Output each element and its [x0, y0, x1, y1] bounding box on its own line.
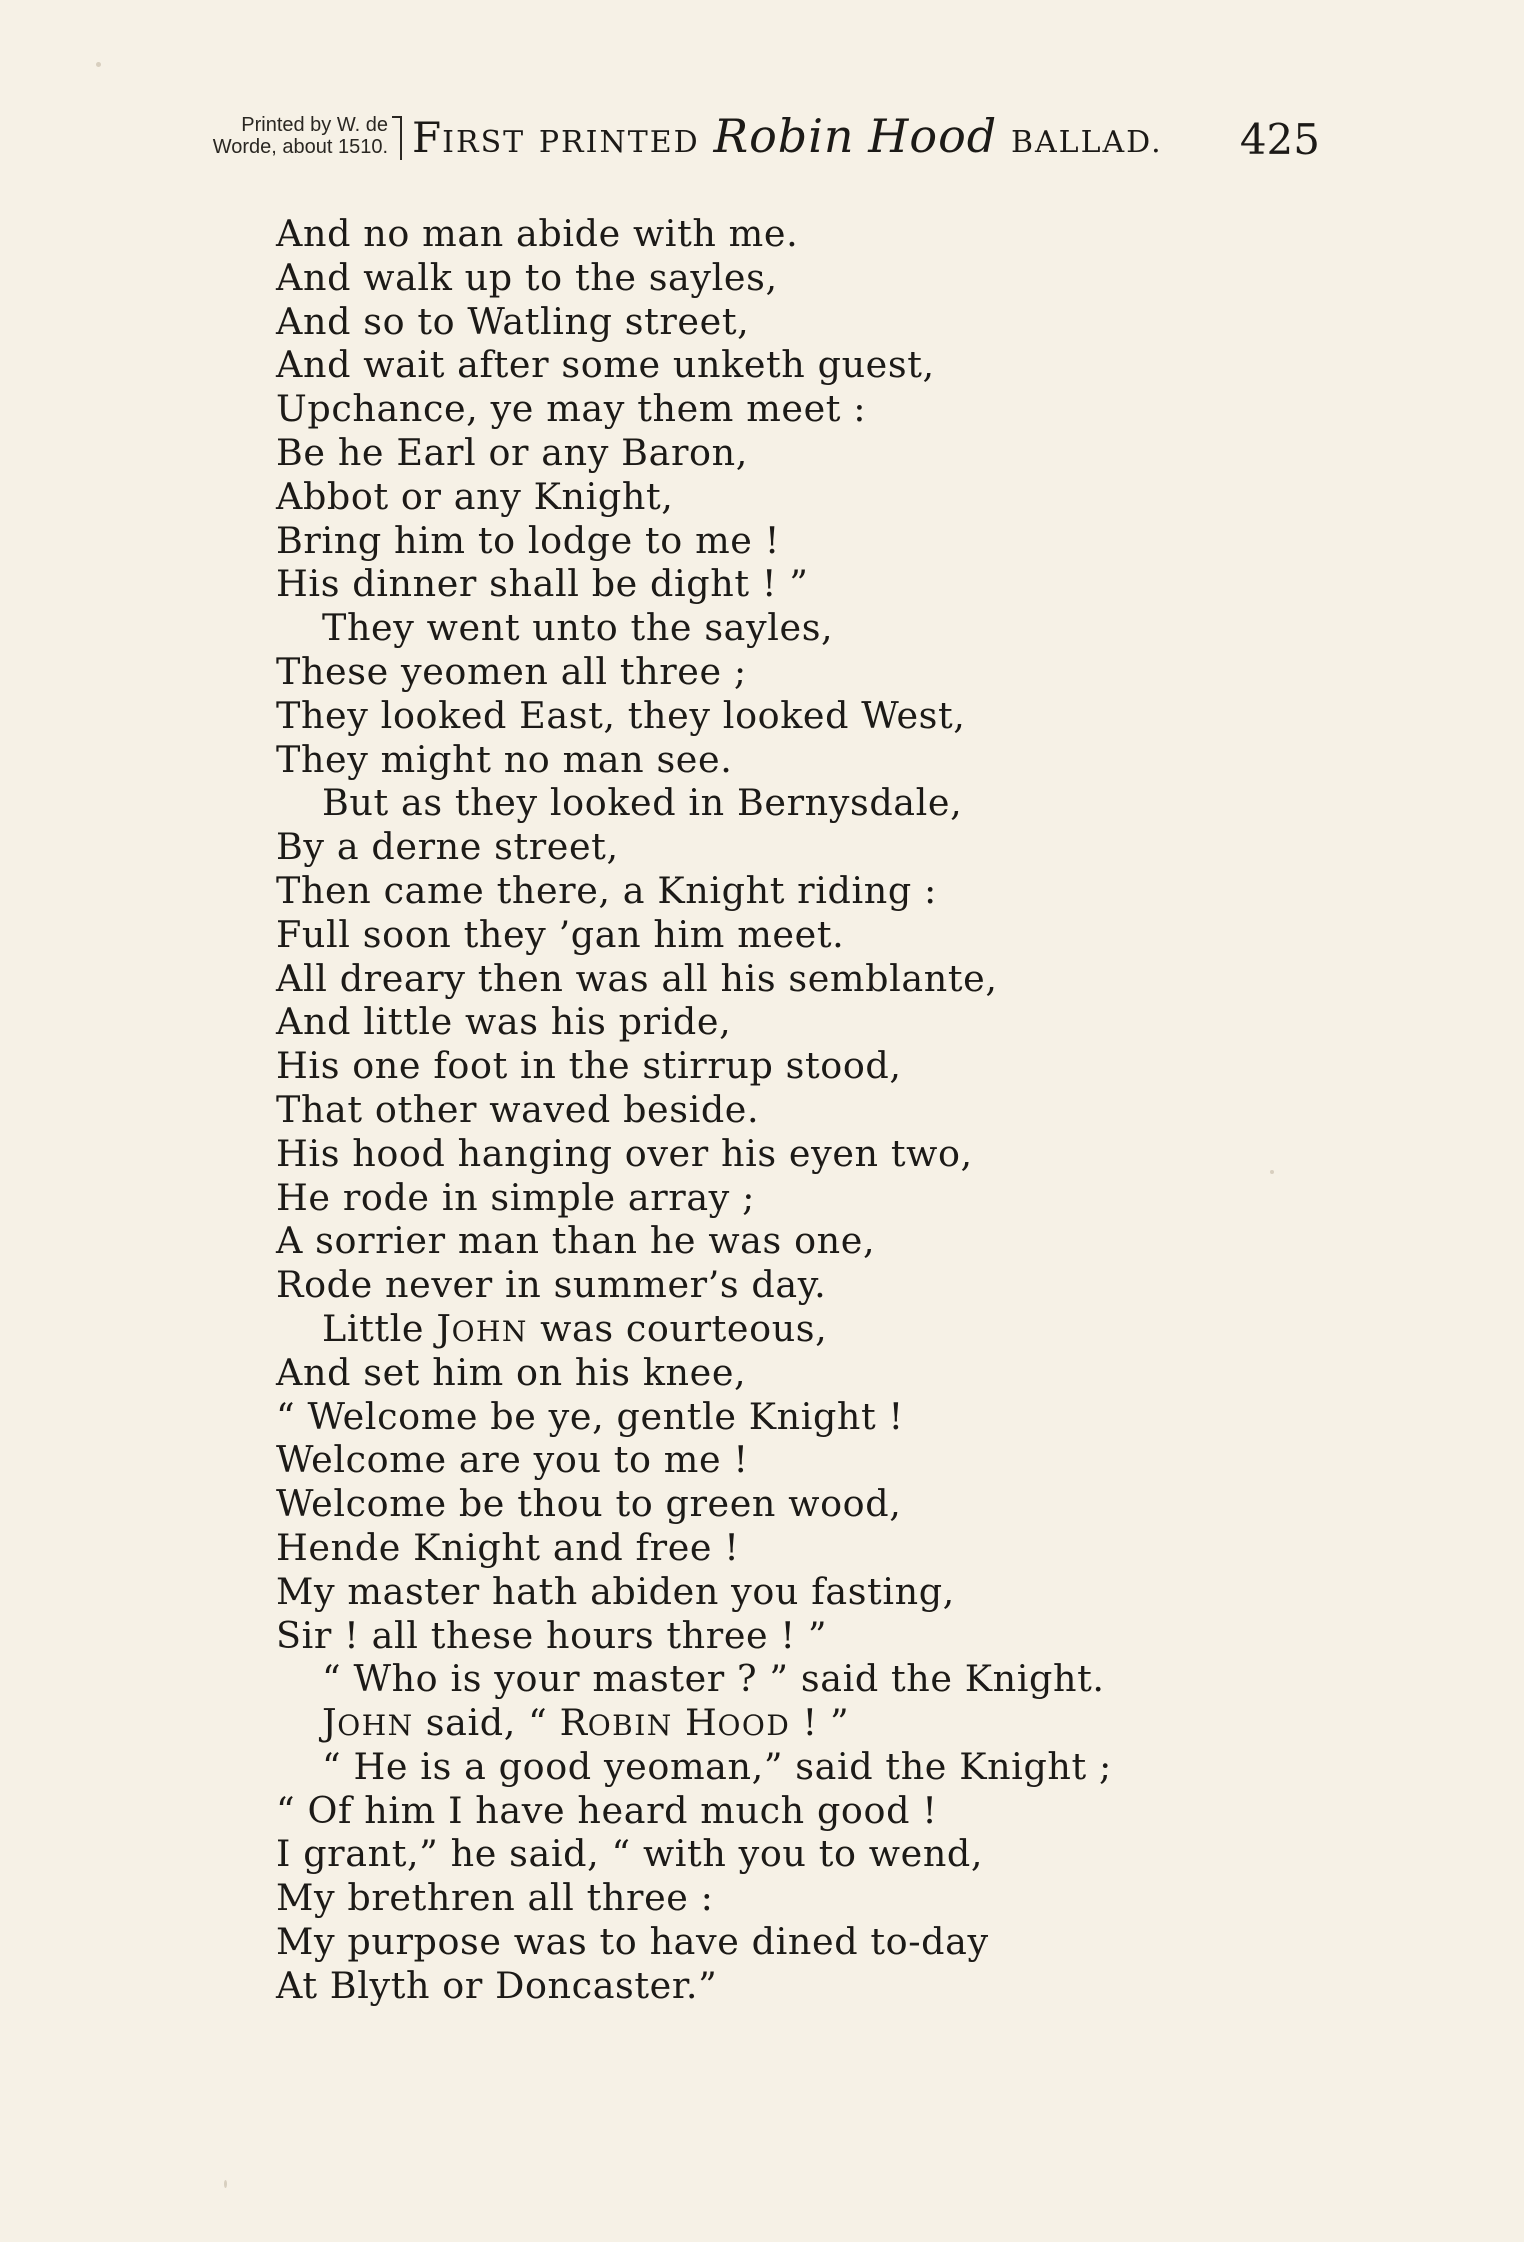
verse-fragment: Little J: [322, 1306, 452, 1350]
verse-line: Abbot or any Knight,: [276, 474, 674, 518]
verse-line: Welcome be thou to green wood,: [276, 1482, 902, 1526]
verse-line: Rode never in summer’s day.: [276, 1263, 827, 1307]
verse-line: That other waved beside.: [276, 1087, 760, 1131]
verse-line: And walk up to the sayles,: [276, 255, 778, 299]
title-hood: Hood: [868, 109, 998, 163]
verse-fragment: said, “ R: [413, 1701, 588, 1745]
verse-line: At Blyth or Doncaster.”: [276, 1963, 718, 2007]
verse-line: He rode in simple array ;: [276, 1175, 756, 1219]
verse-line: They went unto the sayles,: [322, 606, 834, 650]
title-initial: F: [412, 113, 443, 162]
verse-line: And no man abide with me.: [276, 212, 799, 255]
verse-line: Welcome are you to me !: [276, 1438, 749, 1482]
small-caps-name: OHN: [337, 1709, 414, 1743]
verse-line: And little was his pride,: [276, 1000, 732, 1044]
paper-speck: [96, 62, 101, 67]
verse-line: They might no man see.: [276, 737, 733, 781]
verse-line: “ Of him I have heard much good !: [276, 1788, 938, 1832]
verse-line: And wait after some unketh guest,: [276, 343, 935, 387]
verse-line: Upchance, ye may them meet :: [276, 387, 867, 431]
verse-line: His one foot in the stirrup stood,: [276, 1044, 902, 1088]
verse-line: His hood hanging over his eyen two,: [276, 1131, 973, 1175]
title-ballad: BALLAD.: [1010, 125, 1163, 160]
verse-line: “ He is a good yeoman,” said the Knight ;: [322, 1744, 1112, 1788]
title-robin: Robin: [713, 109, 855, 163]
small-caps-name: OHN: [451, 1314, 528, 1348]
verse-line: Be he Earl or any Baron,: [276, 430, 748, 474]
verse-line: By a derne street,: [276, 825, 619, 869]
small-caps-name: OOD: [717, 1709, 791, 1743]
page-number: 425: [1239, 115, 1320, 164]
verse-line: Full soon they ’gan him meet.: [276, 912, 845, 956]
verse-fragment: was courteous,: [527, 1306, 828, 1350]
verse-line: Then came there, a Knight riding :: [276, 868, 937, 912]
verse-line: His dinner shall be dight ! ”: [276, 562, 809, 606]
verse-line: “ Who is your master ? ” said the Knight.: [322, 1657, 1105, 1701]
verse-line: My master hath abiden you fasting,: [276, 1569, 955, 1613]
margin-note-line-2: Worde, about 1510.: [212, 136, 388, 158]
verse-fragment: J: [322, 1701, 338, 1745]
margin-note-line-1: Printed by W. de: [241, 114, 388, 136]
paper-speck: [1270, 1170, 1274, 1174]
verse-line: All dreary then was all his semblante,: [276, 956, 998, 1000]
verse-line: And so to Watling street,: [276, 299, 750, 343]
verse-fragment: H: [672, 1701, 718, 1745]
small-caps-name: OBIN: [587, 1709, 673, 1743]
verse-line: Hende Knight and free !: [276, 1525, 740, 1569]
verse-line: A sorrier man than he was one,: [276, 1219, 876, 1263]
margin-note-bracket: [392, 116, 402, 160]
verse-line: They looked East, they looked West,: [276, 693, 966, 737]
verse-line: And set him on his knee,: [276, 1350, 747, 1394]
title-printed: PRINTED: [538, 125, 700, 160]
verse-line: These yeomen all three ;: [276, 649, 747, 693]
verse-line: [276, 1307, 1276, 1351]
page-header: [140, 108, 1320, 180]
verse-line: Sir ! all these hours three ! ”: [276, 1613, 828, 1657]
margin-note: [148, 114, 388, 158]
verse-line: My brethren all three :: [276, 1876, 714, 1920]
verse-fragment: ! ”: [790, 1701, 850, 1745]
verse-text: [276, 212, 1276, 2008]
verse-line: But as they looked in Bernysdale,: [322, 781, 963, 825]
paper-speck: [224, 2180, 227, 2188]
verse-line: “ Welcome be ye, gentle Knight !: [276, 1394, 904, 1438]
verse-line: Bring him to lodge to me !: [276, 518, 780, 562]
verse-line: My purpose was to have dined to-day: [276, 1920, 989, 1964]
verse-line: [276, 1701, 1276, 1745]
verse-line: I grant,” he said, “ with you to wend,: [276, 1832, 984, 1876]
title-first-rest: IRST: [442, 125, 526, 160]
running-title: [412, 108, 1163, 171]
